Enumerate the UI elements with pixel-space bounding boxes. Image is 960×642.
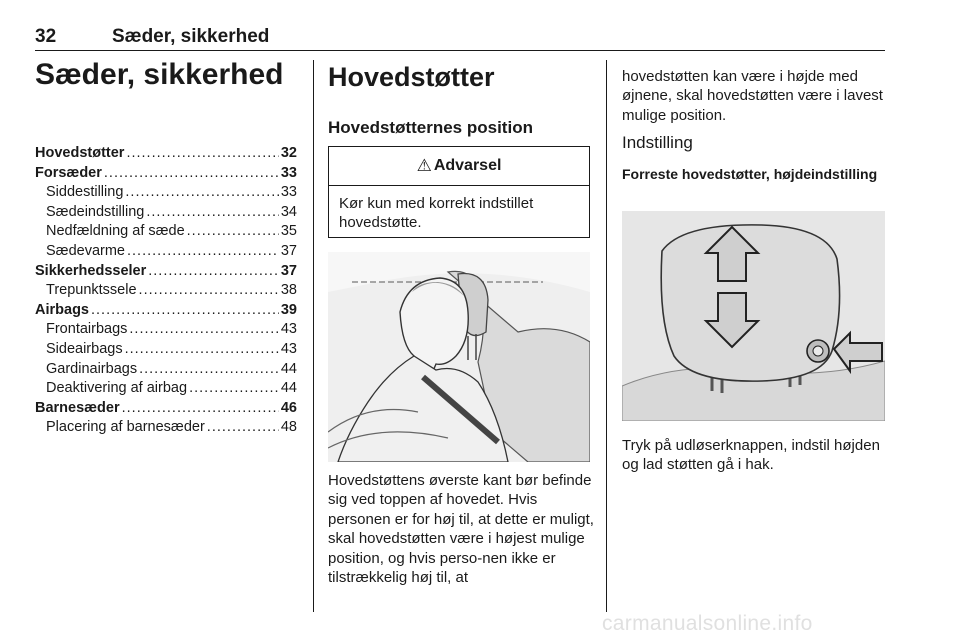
subsection-heading: Indstilling	[622, 133, 693, 152]
toc-entry-label: Sikkerhedsseler	[35, 262, 147, 279]
toc-entry-page: 48	[280, 419, 297, 436]
toc-entry[interactable]	[35, 418, 297, 438]
toc-entry-page: 34	[280, 203, 297, 220]
table-of-contents	[35, 144, 297, 438]
warning-box	[328, 146, 590, 238]
body-paragraph-continued: hovedstøtten kan være i højde med øjnene, skal hovedstøtten være i lavest mulige position.	[622, 68, 883, 124]
warning-triangle-icon: ⚠	[416, 156, 432, 175]
toc-entry[interactable]	[35, 183, 297, 203]
warning-header	[329, 147, 589, 186]
toc-leader-dots	[189, 379, 279, 399]
toc-entry-label: Trepunktssele	[46, 282, 137, 299]
toc-leader-dots	[91, 301, 279, 321]
toc-entry[interactable]	[35, 320, 297, 340]
toc-leader-dots	[122, 399, 279, 419]
toc-entry[interactable]	[35, 281, 297, 301]
toc-entry-label: Sædevarme	[46, 242, 125, 259]
toc-entry-page: 39	[280, 301, 297, 318]
toc-leader-dots	[127, 242, 279, 262]
toc-entry-page: 43	[280, 321, 297, 338]
column-divider-right	[606, 60, 607, 612]
body-paragraph: Hovedstøttens øverste kant bør befinde sig ved toppen af hovedet. Hvis personen er for høj til, at dette er muligt, skal hovedstøtten være i højest mulige position, og hvis perso-nen ikke er tilstrækkelig høj til, at	[328, 472, 594, 587]
toc-leader-dots	[148, 262, 279, 282]
watermark: carmanualsonline.info	[602, 612, 813, 635]
toc-leader-dots	[146, 203, 279, 223]
toc-leader-dots	[139, 281, 279, 301]
toc-entry-page: 37	[280, 242, 297, 259]
toc-leader-dots	[207, 418, 279, 438]
toc-entry[interactable]	[35, 301, 297, 321]
section-subtitle: Hovedstøtternes position	[328, 118, 533, 137]
warning-heading: Advarsel	[433, 157, 502, 174]
toc-entry[interactable]	[35, 262, 297, 282]
toc-entry-page: 43	[280, 340, 297, 357]
toc-entry-label: Sideairbags	[46, 340, 123, 357]
toc-entry[interactable]	[35, 242, 297, 262]
toc-entry-page: 44	[280, 360, 297, 377]
toc-entry-page: 46	[280, 399, 297, 416]
toc-entry[interactable]	[35, 222, 297, 242]
running-header: Sæder, sikkerhed	[112, 26, 270, 47]
toc-leader-dots	[125, 340, 279, 360]
toc-entry-page: 37	[280, 262, 297, 279]
headrest-button-drawing	[622, 211, 885, 421]
headrest-position-illustration	[328, 252, 590, 462]
toc-entry-label: Airbags	[35, 301, 89, 318]
toc-leader-dots	[104, 164, 279, 184]
toc-entry-label: Sædeindstilling	[46, 203, 145, 220]
toc-entry-label: Frontairbags	[46, 321, 128, 338]
page-number: 32	[35, 26, 57, 47]
warning-text: Kør kun med korrekt indstillet hovedstøtte.	[339, 195, 534, 231]
toc-entry-page: 35	[280, 223, 297, 240]
chapter-title: Sæder, sikkerhed	[35, 58, 284, 91]
toc-leader-dots	[187, 222, 279, 242]
toc-leader-dots	[126, 144, 278, 164]
toc-entry[interactable]	[35, 144, 297, 164]
toc-entry[interactable]	[35, 399, 297, 419]
toc-entry-label: Nedfældning af sæde	[46, 223, 185, 240]
toc-leader-dots	[139, 360, 279, 380]
driver-headrest-drawing	[328, 252, 590, 462]
body-paragraph-instruction: Tryk på udløserknappen, indstil højden og lad støtten gå i hak.	[622, 437, 880, 474]
toc-leader-dots	[125, 183, 278, 203]
toc-entry[interactable]	[35, 203, 297, 223]
toc-entry-label: Siddestilling	[46, 184, 124, 201]
column-divider-left	[313, 60, 314, 612]
toc-entry-label: Deaktivering af airbag	[46, 380, 188, 397]
toc-entry-label: Barnesæder	[35, 399, 120, 416]
toc-entry-page: 44	[280, 380, 297, 397]
toc-entry-page: 38	[280, 282, 297, 299]
toc-entry-page: 33	[280, 164, 297, 181]
toc-leader-dots	[129, 320, 278, 340]
section-title: Hovedstøtter	[328, 62, 495, 92]
toc-entry-label: Placering af barnesæder	[46, 419, 205, 436]
toc-entry-label: Gardinairbags	[46, 360, 138, 377]
toc-entry[interactable]	[35, 360, 297, 380]
headrest-adjustment-illustration	[622, 211, 885, 421]
toc-entry-page: 32	[280, 145, 297, 161]
toc-entry[interactable]	[35, 340, 297, 360]
toc-entry-label: Hovedstøtter	[35, 145, 125, 161]
toc-entry-label: Forsæder	[35, 164, 102, 181]
toc-entry-page: 33	[280, 184, 297, 201]
subsection-subheading: Forreste hovedstøtter, højdeindstilling	[622, 166, 878, 182]
toc-entry[interactable]	[35, 379, 297, 399]
header-rule	[35, 50, 885, 51]
toc-entry[interactable]	[35, 164, 297, 184]
